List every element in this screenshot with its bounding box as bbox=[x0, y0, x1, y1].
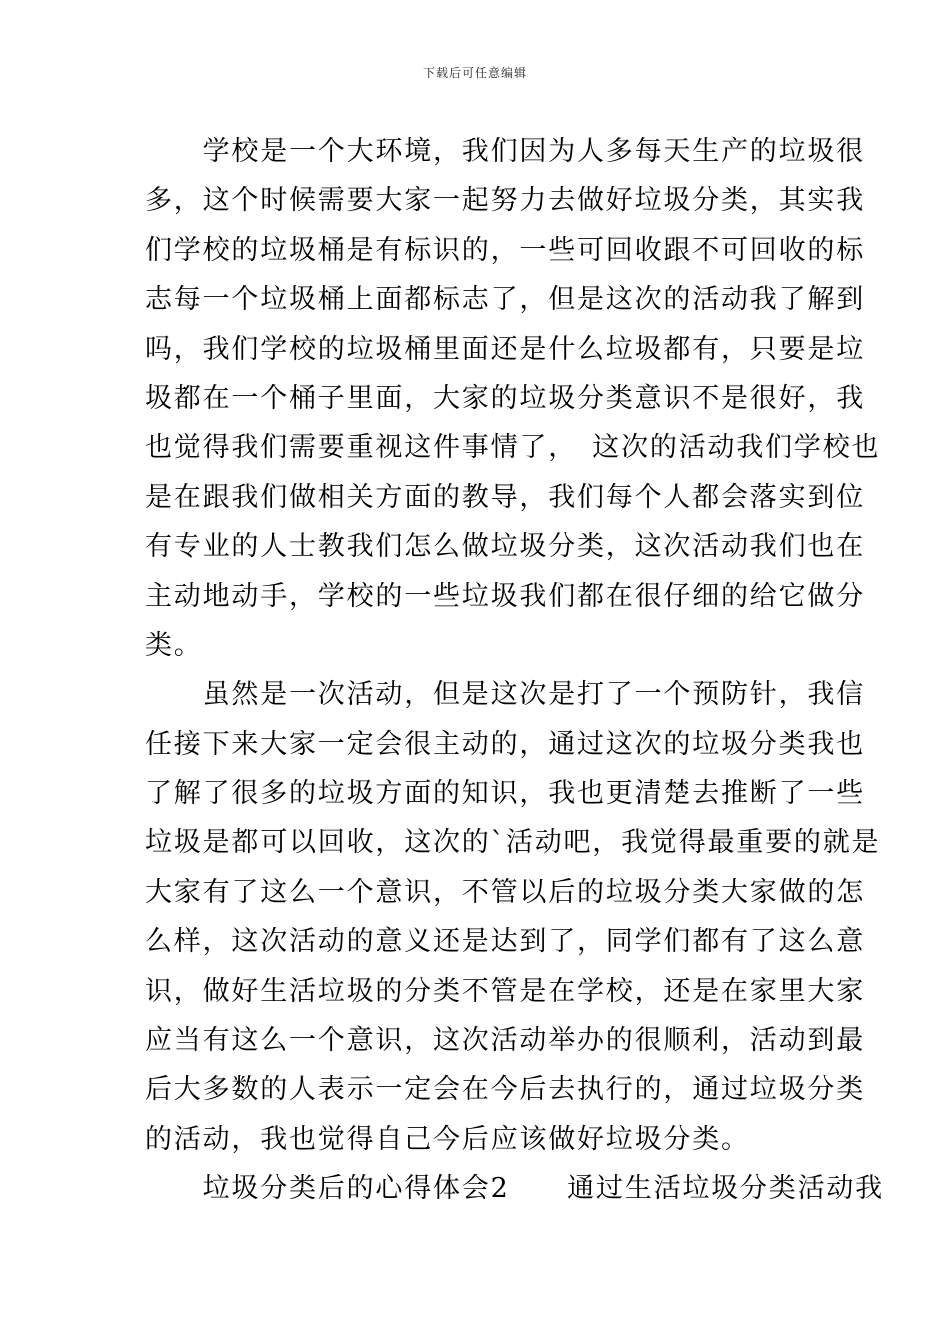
text-line: 大家有了这么一个意识，不管以后的垃圾分类大家做的怎 bbox=[145, 876, 865, 908]
text-line: 也觉得我们需要重视这件事情了， 这次的活动我们学校也 bbox=[145, 432, 881, 464]
text-line: 学校是一个大环境，我们因为人多每天生产的垃圾很 bbox=[145, 136, 865, 167]
text-line: 志每一个垃圾桶上面都标志了，但是这次的活动我了解到 bbox=[145, 284, 865, 316]
text-line: 了解了很多的垃圾方面的知识，我也更清楚去推断了一些 bbox=[145, 778, 865, 810]
text-line: 有专业的人士教我们怎么做垃圾分类，这次活动我们也在 bbox=[145, 531, 865, 563]
text-line: 识，做好生活垃圾的分类不管是在学校，还是在家里大家 bbox=[145, 975, 865, 1007]
text-line: 类。 bbox=[145, 629, 203, 661]
text-line: 吗，我们学校的垃圾桶里面还是什么垃圾都有，只要是垃 bbox=[145, 333, 865, 365]
text-line: 们学校的垃圾桶是有标识的，一些可回收跟不可回收的标 bbox=[145, 234, 865, 266]
text-line: 多，这个时候需要大家一起努力去做好垃圾分类，其实我 bbox=[145, 185, 865, 217]
text-line: 虽然是一次活动，但是这次是打了一个预防针，我信 bbox=[145, 679, 865, 711]
text-line: 主动地动手，学校的一些垃圾我们都在很仔细的给它做分 bbox=[145, 580, 865, 612]
text-line: 圾都在一个桶子里面，大家的垃圾分类意识不是很好，我 bbox=[145, 382, 865, 414]
text-line: 应当有这么一个意识，这次活动举办的很顺利，活动到最 bbox=[145, 1025, 865, 1057]
text-line: 任接下来大家一定会很主动的，通过这次的垃圾分类我也 bbox=[145, 728, 865, 760]
text-line: 的活动，我也觉得自己今后应该做好垃圾分类。 bbox=[145, 1123, 750, 1155]
document-body bbox=[145, 127, 884, 1214]
text-line: 垃圾分类后的心得体会2 通过生活垃圾分类活动我 bbox=[145, 1173, 884, 1205]
header-note: 下载后可任意编辑 bbox=[422, 66, 527, 80]
text-line: 是在跟我们做相关方面的教导，我们每个人都会落实到位 bbox=[145, 481, 865, 513]
text-line: 后大多数的人表示一定会在今后去执行的，通过垃圾分类 bbox=[145, 1074, 865, 1106]
text-line: 么样，这次活动的意义还是达到了，同学们都有了这么意 bbox=[145, 926, 865, 958]
text-line: 垃圾是都可以回收，这次的`活动吧，我觉得最重要的就是 bbox=[145, 827, 881, 859]
